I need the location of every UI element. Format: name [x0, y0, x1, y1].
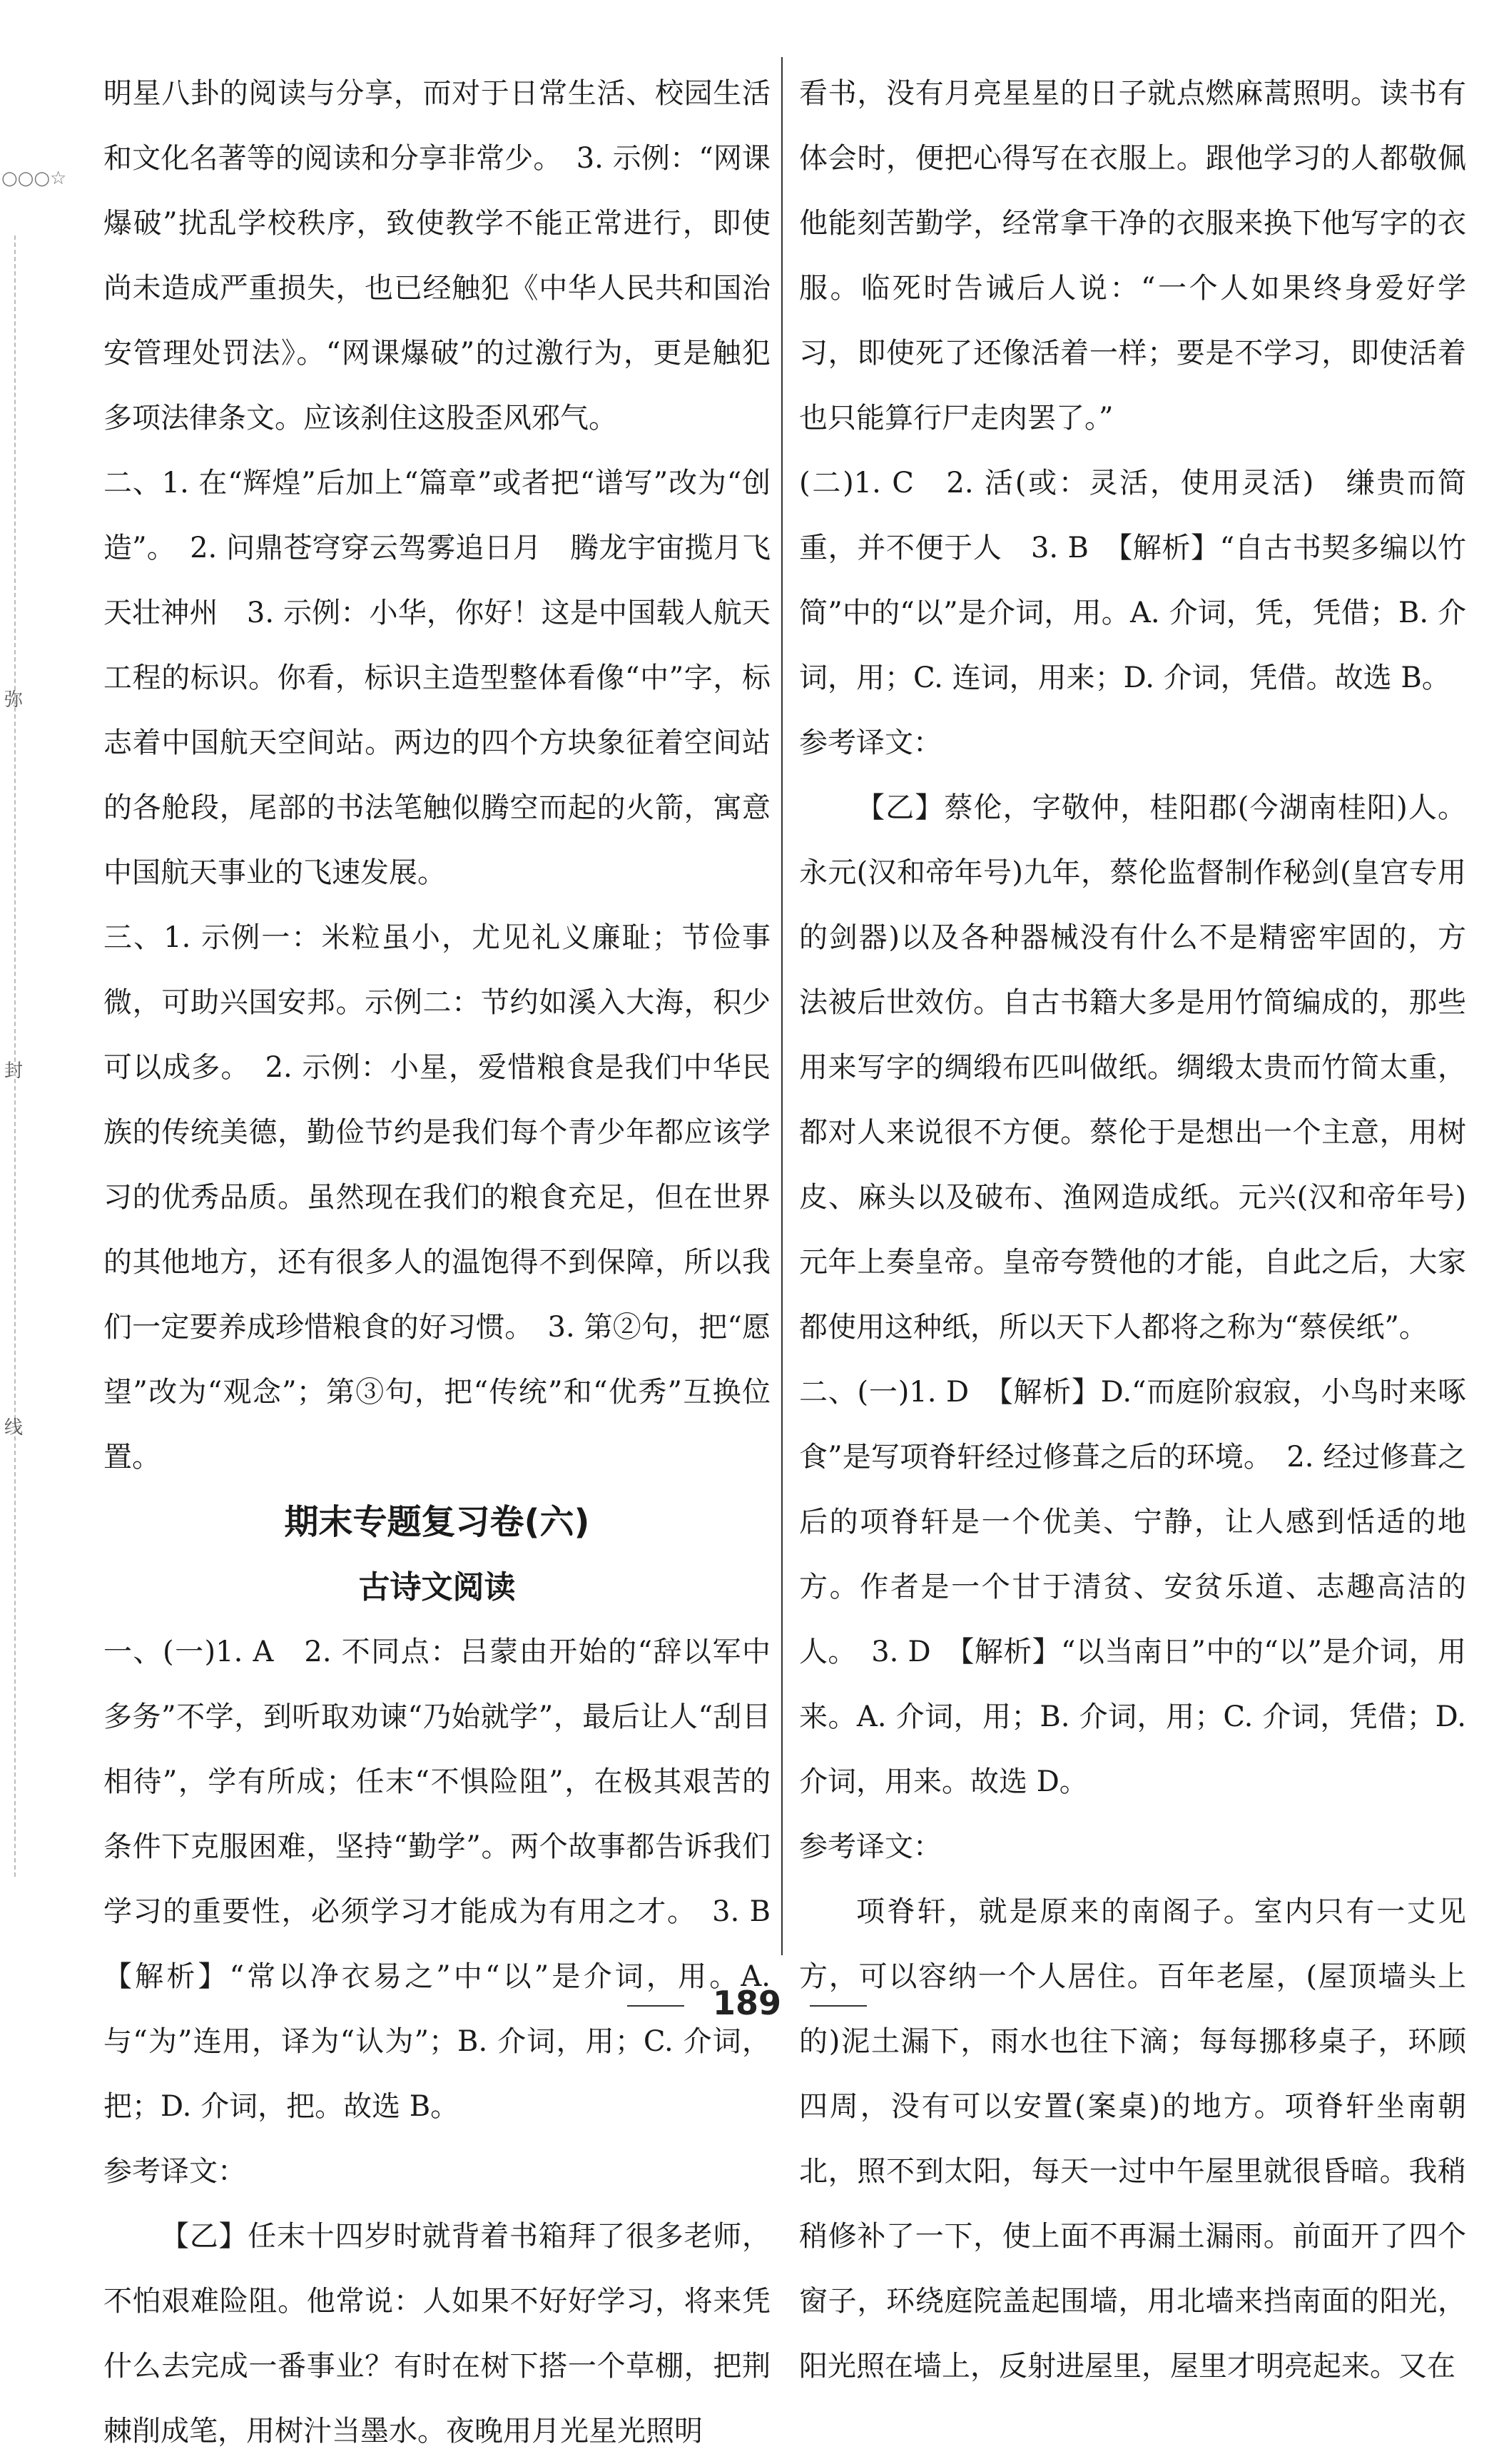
- paragraph: 明星八卦的阅读与分享，而对于日常生活、校园生活和文化名著等的阅读和分享非常少。 3. 示例：“网课爆破”扰乱学校秩序，致使教学不能正常进行，即使尚未造成严重损失，也已经触犯《中华人民共和国治安管理处罚法》。“网课爆破”的过激行为，更是触犯多项法律条文。应该刹住这股歪风邪气。: [103, 77, 771, 435]
- binding-margin: [0, 0, 67, 2090]
- margin-mark-mi: 弥: [4, 689, 24, 711]
- page-number-area: [0, 1984, 1494, 2022]
- paragraph: 【乙】任末十四岁时就背着书箱拜了很多老师，不怕艰难险阻。他常说：人如果不好好学习，将来凭什么去完成一番事业？有时在树下搭一个草棚，把荆棘削成笔，用树汁当墨水。夜晚用月光星光照明: [103, 2220, 771, 2448]
- paragraph: 二、1. 在“辉煌”后加上“篇章”或者把“谱写”改为“创造”。 2. 问鼎苍穹穿云驾雾追日月 腾龙宇宙揽月飞天壮神州 3. 示例：小华，你好！这是中国载人航天工程的标识。你看，标识主造型整体看像“中”字，标志着中国航天空间站。两边的四个方块象征着空间站的各舱段，尾部的书法笔触似腾空而起的火箭，寓意中国航天事业的飞速发展。: [103, 467, 771, 889]
- paragraph: 项脊轩，就是原来的南阁子。室内只有一丈见方，可以容纳一个人居住。百年老屋，(屋顶墙头上的)泥土漏下，雨水也往下滴；每每挪移桌子，环顾四周，没有可以安置(案桌)的地方。项脊轩坐南朝北，照不到太阳，每天一过中午屋里就很昏暗。我稍稍修补了一下，使上面不再漏土漏雨。前面开了四个窗子，环绕庭院盖起围墙，用北墙来挡南面的阳光，阳光照在墙上，反射进屋里，屋里才明亮起来。又在: [799, 1895, 1466, 2383]
- page-number-dash: [627, 2005, 684, 2007]
- paragraph: 一、(一)1. A 2. 不同点：吕蒙由开始的“辞以军中多务”不学，到听取劝谏“乃始就学”，最后让人“刮目相待”，学有所成；任末“不惧险阻”，在极其艰苦的条件下克服困难，坚持“勤学”。两个故事都告诉我们学习的重要性，必须学习才能成为有用之才。 3. B【解析】“常以净衣易之”中“以”是介词，用。A. 与“为”连用，译为“认为”；B. 介词，用；C. 介词，把；D. 介词，把。故选 B。: [103, 1636, 771, 2123]
- paragraph: 三、1. 示例一：米粒虽小，尤见礼义廉耻；节俭事微，可助兴国安邦。示例二：节约如溪入大海，积少可以成多。 2. 示例：小星，爱惜粮食是我们中华民族的传统美德，勤俭节约是我们每个青少年都应该学习的优秀品质。虽然现在我们的粮食充足，但在世界的其他地方，还有很多人的温饱得不到保障，所以我们一定要养成珍惜粮食的好习惯。 3. 第②句，把“愿望”改为“观念”；第③句，把“传统”和“优秀”互换位置。: [103, 921, 771, 1474]
- paragraph: (二)1. C 2. 活(或：灵活，使用灵活) 缣贵而简重，并不便于人 3. B 【解析】“自古书契多编以竹简”中的“以”是介词，用。A. 介词，凭，凭借；B. 介词，用；C. 连词，用来；D. 介词，凭借。故选 B。: [799, 467, 1466, 694]
- paragraph: 二、(一)1. D 【解析】D.“而庭阶寂寂，小鸟时来啄食”是写项脊轩经过修葺之后的环境。 2. 经过修葺之后的项脊轩是一个优美、宁静，让人感到恬适的地方。作者是一个甘于清贫、安贫乐道、志趣高洁的人。 3. D 【解析】“以当南日”中的“以”是介词，用来。A. 介词，用；B. 介词，用；C. 介词，凭借；D. 介词，用来。故选 D。: [799, 1376, 1466, 1798]
- page-number-dash: [810, 2005, 867, 2007]
- translation-label: 参考译文：: [103, 2155, 246, 2188]
- margin-circles: ○○○☆: [1, 168, 67, 189]
- margin-mark-xian: 线: [4, 1417, 24, 1439]
- left-column: [103, 61, 771, 2464]
- section-title: 期末专题复习卷(六): [284, 1502, 590, 1542]
- margin-mark-feng: 封: [4, 1060, 24, 1082]
- translation-label: 参考译文：: [799, 1830, 942, 1863]
- paragraph: 看书，没有月亮星星的日子就点燃麻蒿照明。读书有体会时，便把心得写在衣服上。跟他学习的人都敬佩他能刻苦勤学，经常拿干净的衣服来换下他写字的衣服。临死时告诫后人说：“一个人如果终身爱好学习，即使死了还像活着一样；要是不学习，即使活着也只能算行尸走肉罢了。”: [799, 77, 1466, 435]
- translation-label: 参考译文：: [799, 726, 942, 759]
- paragraph: 【乙】蔡伦，字敬仲，桂阳郡(今湖南桂阳)人。永元(汉和帝年号)九年，蔡伦监督制作秘剑(皇宫专用的剑器)以及各种器械没有什么不是精密牢固的，方法被后世效仿。自古书籍大多是用竹简编成的，那些用来写字的绸缎布匹叫做纸。绸缎太贵而竹简太重，都对人来说很不方便。蔡伦于是想出一个主意，用树皮、麻头以及破布、渔网造成纸。元兴(汉和帝年号)元年上奏皇帝。皇帝夸赞他的才能，自此之后，大家都使用这种纸，所以天下人都将之称为“蔡侯纸”。: [799, 791, 1466, 1344]
- section-subtitle: 古诗文阅读: [358, 1569, 516, 1606]
- right-column: [799, 61, 1466, 2399]
- column-divider: [781, 57, 783, 1955]
- page-number: 189: [712, 1984, 782, 2022]
